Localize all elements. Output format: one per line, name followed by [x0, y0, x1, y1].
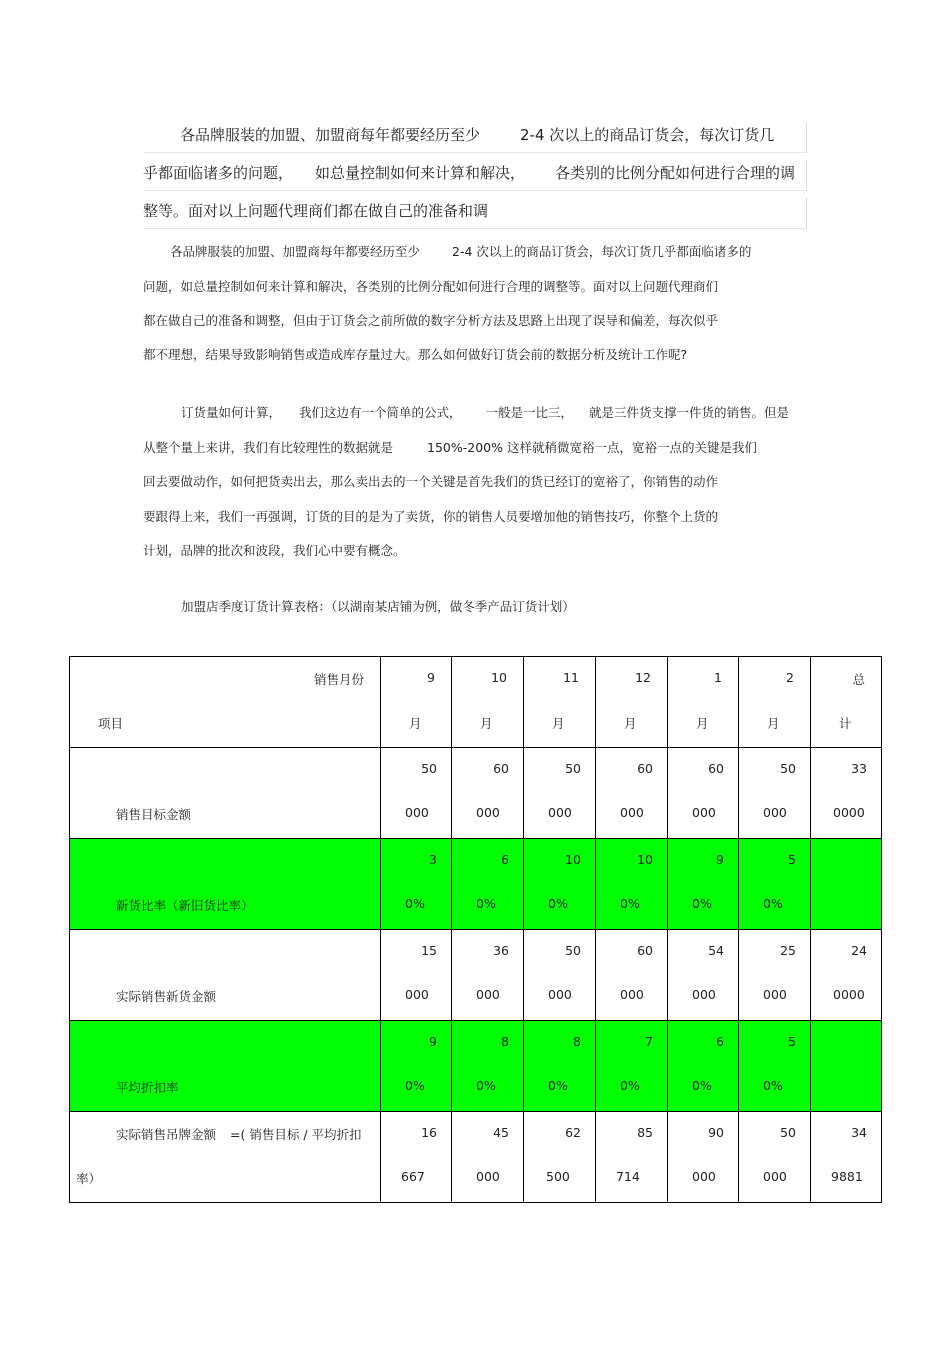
row-label: 实际销售新货金额: [116, 989, 217, 1004]
cell-bot: 000: [405, 987, 429, 1002]
cell-bot: 000: [476, 987, 500, 1002]
header-bot: 计: [839, 716, 852, 731]
row-label-part2: 率）: [76, 1171, 102, 1186]
table-row-highlight: [70, 1021, 882, 1112]
table-cell: [811, 930, 882, 1021]
cell-top: 60: [708, 761, 724, 776]
row-label-cell: [70, 748, 381, 839]
header-cell: [452, 657, 524, 748]
header-top: 10: [491, 670, 507, 685]
sales-month-label: 销售月份: [313, 672, 364, 687]
cell-top: 36: [493, 943, 509, 958]
cell-top: 60: [637, 761, 653, 776]
cell-top: 25: [780, 943, 796, 958]
cell-top: 15: [421, 943, 437, 958]
table-cell: [524, 748, 596, 839]
table-cell: [668, 930, 739, 1021]
header-cell: [596, 657, 668, 748]
para2-line-2: [143, 440, 757, 456]
table-cell: [452, 1112, 524, 1203]
table-cell: [524, 839, 596, 930]
cell-bot: 9881: [831, 1169, 863, 1184]
cell-top: 54: [708, 943, 724, 958]
cell-bot: 0%: [763, 896, 783, 911]
header-top: 9: [427, 670, 435, 685]
intro-line-3: [143, 201, 488, 221]
cell-top: 6: [716, 1034, 724, 1049]
order-plan-table: [69, 656, 882, 1203]
cell-bot: 000: [548, 805, 572, 820]
row-label-cell: [70, 839, 381, 930]
cell-top: 9: [716, 852, 724, 867]
para2-line-4: 要跟得上来，我们一再强调，订货的目的是为了卖货，你的销售人员要增加他的销售技巧，你整个上货的: [143, 509, 719, 524]
table-row: [70, 930, 882, 1021]
cell-top: 50: [565, 761, 581, 776]
table-cell: [811, 839, 882, 930]
header-top: 2: [786, 670, 794, 685]
table-row: [70, 1112, 882, 1203]
cell-bot: 000: [763, 1169, 787, 1184]
table-cell: [739, 930, 811, 1021]
cell-top: 10: [637, 852, 653, 867]
item-label: 项目: [98, 716, 124, 731]
table-caption: 加盟店季度订货计算表格：（以湖南某店铺为例，做冬季产品订货计划）: [181, 599, 575, 614]
para2-line-1: [181, 405, 789, 421]
para1-line-2: 问题，如总量控制如何来计算和解决，各类别的比例分配如何进行合理的调整等。面对以上问题代理商们: [143, 279, 719, 294]
header-cell: [739, 657, 811, 748]
intro-text: 乎都面临诸多的问题，: [143, 164, 294, 182]
cell-bot: 000: [405, 805, 429, 820]
cell-bot: 0%: [405, 1078, 425, 1093]
table-cell: [596, 1021, 668, 1112]
table-cell: [739, 748, 811, 839]
intro-line-2: [143, 163, 795, 183]
cell-bot: 000: [763, 805, 787, 820]
cell-top: 50: [780, 1125, 796, 1140]
cell-top: 45: [493, 1125, 509, 1140]
table-cell: [596, 839, 668, 930]
para-text: 我们这边有一个简单的公式，: [299, 405, 462, 420]
para-text: 就是三件货支撑一件货的销售。但是: [589, 405, 790, 420]
table-cell: [381, 930, 452, 1021]
cell-bot: 000: [476, 1169, 500, 1184]
cell-bot: 000: [620, 805, 644, 820]
cell-bot: 0%: [405, 896, 425, 911]
cell-top: 60: [637, 943, 653, 958]
table-cell: [811, 1021, 882, 1112]
cell-bot: 0000: [833, 987, 865, 1002]
row-label-formula: =( 销售目标 / 平均折扣: [230, 1127, 362, 1142]
row-label: 平均折扣率: [116, 1080, 179, 1095]
table-cell: [739, 1021, 811, 1112]
intro-text: 整等。面对以上问题代理商们都在做自己的准备和调: [143, 202, 489, 220]
cell-bot: 0%: [548, 896, 568, 911]
table-cell: [811, 748, 882, 839]
para1-line-4: 都不理想，结果导致影响销售或造成库存量过大。那么如何做好订货会前的数据分析及统计工作呢?: [143, 347, 688, 362]
table-cell: [739, 839, 811, 930]
header-cell: [811, 657, 882, 748]
intro-text: 如总量控制如何来计算和解决，: [315, 164, 526, 182]
cell-top: 34: [851, 1125, 867, 1140]
para-text: 2-4 次以上的商品订货会，每次订货几乎都面临诸多的: [452, 244, 752, 259]
table-cell: [381, 1021, 452, 1112]
header-cell: [381, 657, 452, 748]
cell-top: 60: [493, 761, 509, 776]
cell-top: 9: [429, 1034, 437, 1049]
table-cell: [524, 930, 596, 1021]
header-bot: 月: [696, 716, 709, 731]
cell-top: 90: [708, 1125, 724, 1140]
cell-top: 8: [573, 1034, 581, 1049]
cell-bot: 000: [692, 987, 716, 1002]
cell-bot: 000: [692, 1169, 716, 1184]
header-bot: 月: [767, 716, 780, 731]
table-cell: [668, 748, 739, 839]
table-row-highlight: [70, 839, 882, 930]
header-bot: 月: [552, 716, 565, 731]
table-cell: [596, 1112, 668, 1203]
cell-top: 6: [501, 852, 509, 867]
table-cell: [668, 839, 739, 930]
table-cell: [381, 748, 452, 839]
cell-bot: 000: [763, 987, 787, 1002]
para1-line-3: 都在做自己的准备和调整，但由于订货会之前所做的数字分析方法及思路上出现了误导和偏差，每次似乎: [143, 313, 719, 328]
table-cell: [668, 1112, 739, 1203]
table-cell: [452, 748, 524, 839]
cell-top: 85: [637, 1125, 653, 1140]
cell-bot: 000: [620, 987, 644, 1002]
intro-line-1: [180, 125, 774, 145]
cell-bot: 714: [616, 1169, 640, 1184]
cell-bot: 0%: [476, 1078, 496, 1093]
row-label-cell: [70, 930, 381, 1021]
header-top: 总: [852, 672, 865, 687]
cell-top: 50: [780, 761, 796, 776]
cell-bot: 000: [476, 805, 500, 820]
header-top: 1: [714, 670, 722, 685]
para2-line-5: 计划，品牌的批次和波段，我们心中要有概念。: [143, 543, 406, 558]
para-text: 一般是一比三，: [485, 405, 574, 420]
cell-bot: 000: [548, 987, 572, 1002]
para-text: 从整个量上来讲，我们有比较理性的数据就是: [143, 440, 394, 455]
cell-bot: 0%: [548, 1078, 568, 1093]
header-cell: [668, 657, 739, 748]
header-top: 12: [635, 670, 651, 685]
row-label: 新货比率（新旧货比率）: [116, 898, 254, 913]
cell-bot: 0000: [833, 805, 865, 820]
cell-bot: 0%: [763, 1078, 783, 1093]
table-cell: [811, 1112, 882, 1203]
cell-bot: 0%: [692, 896, 712, 911]
row-label-cell: [70, 1021, 381, 1112]
intro-text: 2-4 次以上的商品订货会，每次订货几: [520, 126, 775, 144]
table-cell: [452, 839, 524, 930]
cell-bot: 000: [692, 805, 716, 820]
header-bot: 月: [409, 716, 422, 731]
cell-top: 10: [565, 852, 581, 867]
cell-top: 33: [851, 761, 867, 776]
cell-top: 24: [851, 943, 867, 958]
table-cell: [596, 930, 668, 1021]
header-bot: 月: [624, 716, 637, 731]
header-cell: [524, 657, 596, 748]
cell-top: 16: [421, 1125, 437, 1140]
cell-bot: 0%: [620, 896, 640, 911]
table-cell: [524, 1021, 596, 1112]
cell-top: 50: [421, 761, 437, 776]
header-top: 11: [563, 670, 579, 685]
para1-line-1: [170, 244, 751, 260]
table-cell: [596, 748, 668, 839]
cell-bot: 0%: [692, 1078, 712, 1093]
para-text: 订货量如何计算，: [181, 405, 282, 420]
table-cell: [452, 930, 524, 1021]
cell-top: 7: [645, 1034, 653, 1049]
para-text: 各品牌服装的加盟、加盟商每年都要经历至少: [170, 244, 421, 259]
cell-top: 5: [788, 852, 796, 867]
table-cell: [381, 1112, 452, 1203]
para2-line-3: 回去要做动作，如何把货卖出去，那么卖出去的一个关键是首先我们的货已经订的宽裕了，你销售的动作: [143, 474, 719, 489]
intro-text: 各类别的比例分配如何进行合理的调: [555, 164, 796, 182]
table-row: [70, 748, 882, 839]
cell-bot: 0%: [620, 1078, 640, 1093]
table-header-row: [70, 657, 882, 748]
table-cell: [739, 1112, 811, 1203]
cell-bot: 667: [401, 1169, 425, 1184]
cell-top: 3: [429, 852, 437, 867]
table-cell: [452, 1021, 524, 1112]
para-text: 150%-200% 这样就稍微宽裕一点，宽裕一点的关键是我们: [427, 440, 757, 455]
row-label-part1: [116, 1125, 362, 1143]
row-label-cell: [70, 1112, 381, 1203]
cell-top: 62: [565, 1125, 581, 1140]
table-cell: [381, 839, 452, 930]
cell-top: 50: [565, 943, 581, 958]
cell-bot: 500: [546, 1169, 570, 1184]
table-cell: [524, 1112, 596, 1203]
table-cell: [668, 1021, 739, 1112]
header-bot: 月: [480, 716, 493, 731]
cell-bot: 0%: [476, 896, 496, 911]
intro-text: 各品牌服装的加盟、加盟商每年都要经历至少: [180, 126, 481, 144]
header-label-cell: [70, 657, 381, 748]
cell-top: 5: [788, 1034, 796, 1049]
row-label: 销售目标金额: [116, 807, 192, 822]
row-label-text: 实际销售吊牌金额: [116, 1127, 217, 1142]
cell-top: 8: [501, 1034, 509, 1049]
